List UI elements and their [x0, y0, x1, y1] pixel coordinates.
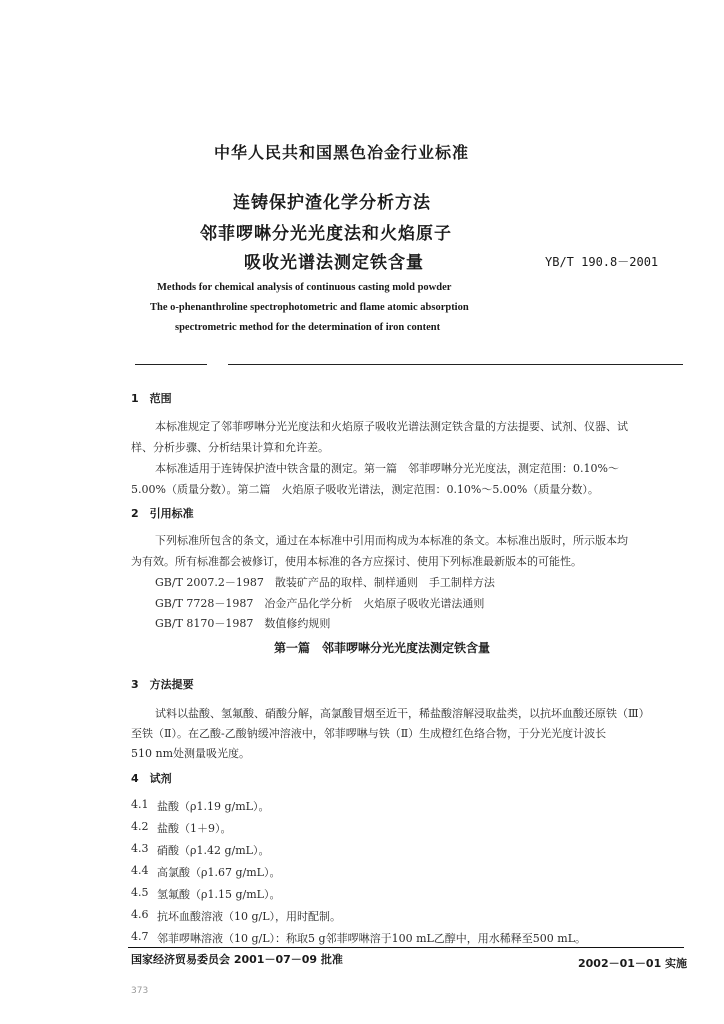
page-number: 373: [131, 986, 149, 996]
title-line-2: 邻菲啰啉分光光度法和火焰原子: [200, 224, 452, 244]
sec1-para1-line2: 样、分析步骤、分析结果计算和允许差。: [131, 441, 329, 454]
sec1-heading: 1 范围: [131, 392, 172, 405]
en-title-line-2: The o-phenanthroline spectrophotometric and flame atomic absorption: [150, 302, 469, 313]
reagent-text: 高氯酸（ρ1.67 g/mL）。: [157, 866, 281, 879]
reagent-text: 抗坏血酸溶液（10 g/L），用时配制。: [157, 910, 342, 923]
standard-code: YB/T 190.8－2001: [545, 255, 659, 269]
reagent-text: 硝酸（ρ1.42 g/mL）。: [157, 844, 270, 857]
sec1-para2-line1: 本标准适用于连铸保护渣中铁含量的测定。第一篇 邻菲啰啉分光光度法，测定范围：0.10%～: [155, 462, 619, 475]
reagent-text: 邻菲啰啉溶液（10 g/L）：称取5 g邻菲啰啉溶于100 mL乙醇中，用水稀释至500 mL。: [157, 932, 587, 945]
approval-line: 国家经济贸易委员会 2001－07－09 批准: [131, 953, 343, 966]
sec3-line1: 试料以盐酸、氢氟酸、硝酸分解，高氯酸冒烟至近干，稀盐酸溶解浸取盐类，以抗坏血酸还原铁（Ⅲ）: [155, 707, 650, 720]
sec2-para-line2: 为有效。所有标准都会被修订，使用本标准的各方应探讨、使用下列标准最新版本的可能性。: [131, 555, 582, 568]
reagent-text: 盐酸（ρ1.19 g/mL）。: [157, 800, 270, 813]
reagent-number: 4.5: [131, 886, 149, 899]
reagent-number: 4.3: [131, 842, 149, 855]
sec4-heading: 4 试剂: [131, 772, 172, 785]
reagent-number: 4.6: [131, 908, 149, 921]
issuer: 中华人民共和国黑色冶金行业标准: [214, 143, 470, 162]
sec3-line3: 510 nm处测量吸光度。: [131, 747, 251, 760]
title-line-3: 吸收光谱法测定铁含量: [244, 253, 424, 273]
reagent-text: 氢氟酸（ρ1.15 g/mL）。: [157, 888, 281, 901]
reagent-number: 4.2: [131, 820, 149, 833]
part1-title: 第一篇 邻菲啰啉分光光度法测定铁含量: [274, 641, 491, 655]
sec1-para1-line1: 本标准规定了邻菲啰啉分光光度法和火焰原子吸收光谱法测定铁含量的方法提要、试剂、仪器、试: [155, 420, 628, 433]
reagent-number: 4.4: [131, 864, 149, 877]
reference-item: GB/T 7728－1987 冶金产品化学分析 火焰原子吸收光谱法通则: [155, 597, 485, 610]
reagent-number: 4.7: [131, 930, 149, 943]
en-title-line-3: spectrometric method for the determination of iron content: [175, 322, 441, 333]
header-rule-left: [135, 364, 207, 365]
reagent-text: 盐酸（1＋9）。: [157, 822, 232, 835]
reagent-number: 4.1: [131, 798, 149, 811]
sec2-para-line1: 下列标准所包含的条文，通过在本标准中引用而构成为本标准的条文。本标准出版时，所示版本均: [155, 534, 628, 547]
implementation-date: 2002－01－01 实施: [578, 957, 688, 970]
sec3-heading: 3 方法提要: [131, 678, 194, 691]
reference-item: GB/T 8170－1987 数值修约规则: [155, 617, 331, 630]
en-title-line-1: Methods for chemical analysis of continuous casting mold powder: [157, 282, 452, 293]
sec2-heading: 2 引用标准: [131, 507, 194, 520]
header-rule-right: [228, 364, 683, 365]
title-line-1: 连铸保护渣化学分析方法: [233, 193, 431, 213]
sec3-line2: 至铁（Ⅱ）。在乙酸-乙酸钠缓冲溶液中，邻菲啰啉与铁（Ⅱ）生成橙红色络合物，于分光光度计波长: [131, 727, 607, 740]
sec1-para2-line2: 5.00%（质量分数）。第二篇 火焰原子吸收光谱法，测定范围：0.10%～5.00%（质量分数）。: [131, 483, 599, 496]
footer-rule: [128, 947, 684, 948]
reference-item: GB/T 2007.2－1987 散装矿产品的取样、制样通则 手工制样方法: [155, 576, 495, 589]
